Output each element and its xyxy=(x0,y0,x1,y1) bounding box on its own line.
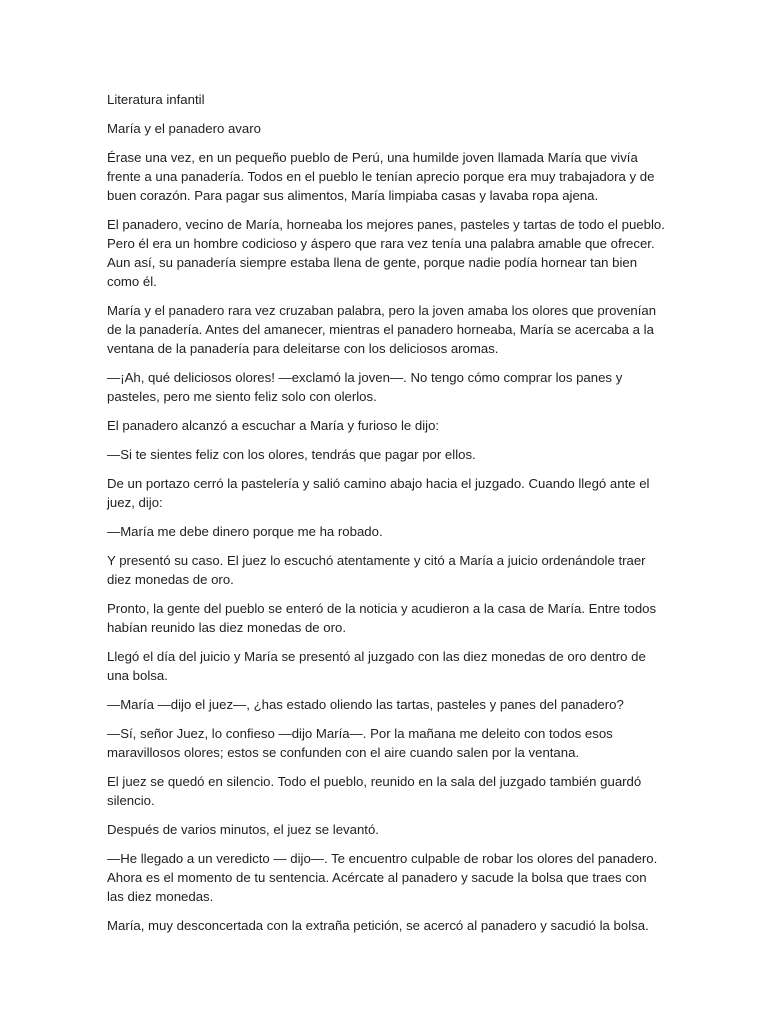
paragraph: Llegó el día del juicio y María se presentó al juzgado con las diez monedas de oro dentro de una bolsa. xyxy=(107,649,646,683)
paragraph: Érase una vez, en un pequeño pueblo de Perú, una humilde joven llamada María que vivía frente a una panadería. Todos en el pueblo le tenían aprecio porque era muy trabajadora y de buen corazón. Para pagar sus alimentos, María limpiaba casas y lavaba ropa ajena. xyxy=(107,150,655,203)
document-page xyxy=(107,90,667,945)
story-title: María y el panadero avaro xyxy=(107,121,261,136)
paragraph: —Sí, señor Juez, lo confieso —dijo María—. Por la mañana me deleito con todos esos maravillosos olores; estos se confunden con el aire cuando salen por la ventana. xyxy=(107,726,613,760)
paragraph: María y el panadero rara vez cruzaban palabra, pero la joven amaba los olores que provenían de la panadería. Antes del amanecer, mientras el panadero horneaba, María se acercaba a la ventana de la panadería para deleitarse con los deliciosos aromas. xyxy=(107,303,657,356)
paragraph: —María me debe dinero porque me ha robado. xyxy=(107,524,383,539)
paragraph: El panadero, vecino de María, horneaba los mejores panes, pasteles y tartas de todo el pueblo. Pero él era un hombre codicioso y áspero que rara vez tenía una palabra amable que ofrecer. Aun así, su panadería siempre estaba llena de gente, porque nadie podía hornear tan bien como él. xyxy=(107,217,665,289)
paragraph: De un portazo cerró la pastelería y salió camino abajo hacia el juzgado. Cuando llegó ante el juez, dijo: xyxy=(107,476,650,510)
paragraph: Después de varios minutos, el juez se levantó. xyxy=(107,822,379,837)
paragraph: Y presentó su caso. El juez lo escuchó atentamente y citó a María a juicio ordenándole traer diez monedas de oro. xyxy=(107,553,646,587)
paragraph: El panadero alcanzó a escuchar a María y furioso le dijo: xyxy=(107,418,440,433)
paragraph: María, muy desconcertada con la extraña petición, se acercó al panadero y sacudió la bolsa. xyxy=(107,918,649,933)
paragraph: —¡Ah, qué deliciosos olores! —exclamó la joven—. No tengo cómo comprar los panes y pasteles, pero me siento feliz solo con olerlos. xyxy=(107,370,623,404)
paragraph: —He llegado a un veredicto — dijo—. Te encuentro culpable de robar los olores del panadero. Ahora es el momento de tu sentencia. Acércate al panadero y sacude la bolsa que traes con las diez monedas. xyxy=(107,851,658,904)
paragraph: El juez se quedó en silencio. Todo el pueblo, reunido en la sala del juzgado también guardó silencio. xyxy=(107,774,642,808)
section-label: Literatura infantil xyxy=(107,92,205,107)
paragraph: —Si te sientes feliz con los olores, tendrás que pagar por ellos. xyxy=(107,447,476,462)
paragraph: —María —dijo el juez—, ¿has estado oliendo las tartas, pasteles y panes del panadero? xyxy=(107,697,624,712)
paragraph: Pronto, la gente del pueblo se enteró de la noticia y acudieron a la casa de María. Entre todos habían reunido las diez monedas de oro. xyxy=(107,601,657,635)
